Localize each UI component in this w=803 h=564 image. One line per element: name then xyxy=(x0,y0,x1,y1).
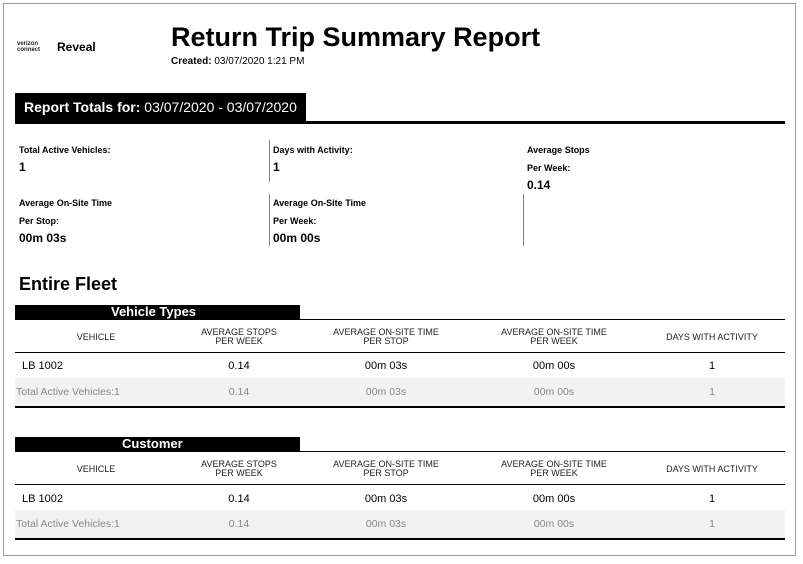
report-title: Return Trip Summary Report xyxy=(171,22,541,52)
total-cell-onsite-stop: 00m 03s xyxy=(365,518,407,530)
total-cell-avg-stops: 0.14 xyxy=(228,518,250,530)
col-header-line: PER STOP xyxy=(363,336,409,346)
stat-value: 0.14 xyxy=(527,178,551,192)
section-bar-vehicle-types xyxy=(15,305,300,319)
col-header-line: AVERAGE ON-SITE TIME xyxy=(333,459,439,469)
col-header-days: DAYS WITH ACTIVITY xyxy=(666,464,758,474)
created-value: 03/07/2020 1:21 PM xyxy=(214,56,305,67)
table-cell-onsite-week: 00m 00s xyxy=(532,360,576,372)
col-header-line: PER STOP xyxy=(363,468,409,478)
stat-label-line2: Per Week: xyxy=(273,216,317,226)
col-header-line: AVERAGE STOPS xyxy=(201,327,277,337)
col-header-onsite-week xyxy=(488,460,620,478)
totals-rule xyxy=(15,121,785,124)
totals-range: 03/07/2020 - 03/07/2020 xyxy=(144,99,297,115)
section-end-rule xyxy=(15,538,785,540)
total-cell-vehicle: Total Active Vehicles:1 xyxy=(16,518,120,530)
section-title: Customer xyxy=(122,436,183,451)
stat-divider xyxy=(523,194,524,246)
stat-label-line2: Per Stop: xyxy=(19,216,60,226)
table-cell-days: 1 xyxy=(708,493,716,505)
stat-label: Average On-Site Time xyxy=(19,198,113,208)
table-cell-onsite-stop: 00m 03s xyxy=(364,493,408,505)
col-header-line: PER WEEK xyxy=(530,336,578,346)
col-header-avg-stops xyxy=(178,328,300,346)
total-cell-days: 1 xyxy=(709,386,715,398)
table-cell-avg-stops: 0.14 xyxy=(228,360,250,372)
header-rule xyxy=(15,484,785,485)
logo-product: Reveal xyxy=(57,40,96,54)
col-header-onsite-week xyxy=(488,328,620,346)
section-rule xyxy=(15,319,785,320)
stat-label: Total Active Vehicles: xyxy=(19,145,111,155)
table-cell-vehicle: LB 1002 xyxy=(22,360,63,372)
table-cell-onsite-week: 00m 00s xyxy=(532,493,576,505)
section-bar-customer xyxy=(15,437,300,451)
total-cell-days: 1 xyxy=(709,518,715,530)
header-rule xyxy=(15,352,785,353)
section-title: Vehicle Types xyxy=(111,304,197,319)
section-end-rule xyxy=(15,406,785,408)
company-logo xyxy=(17,40,96,54)
col-header-days: DAYS WITH ACTIVITY xyxy=(666,332,758,342)
stat-label-line2: Per Week: xyxy=(527,163,571,173)
created-label: Created: xyxy=(171,56,212,67)
stat-divider xyxy=(269,140,270,182)
stat-label: Days with Activity: xyxy=(273,145,353,155)
total-cell-onsite-week: 00m 00s xyxy=(533,386,575,398)
col-header-line: PER WEEK xyxy=(530,468,578,478)
stat-value: 1 xyxy=(19,160,26,174)
logo-brand-line1: verizon xyxy=(17,41,39,47)
col-header-avg-stops xyxy=(178,460,300,478)
verizon-connect-mark xyxy=(17,41,51,53)
stat-value: 00m 03s xyxy=(19,231,67,245)
col-header-line: AVERAGE ON-SITE TIME xyxy=(501,327,607,337)
totals-label: Report Totals for: xyxy=(24,99,141,115)
total-cell-avg-stops: 0.14 xyxy=(228,386,250,398)
total-cell-onsite-stop: 00m 03s xyxy=(365,386,407,398)
col-header-line: PER WEEK xyxy=(215,336,263,346)
col-header-onsite-stop xyxy=(320,328,452,346)
section-rule xyxy=(15,451,785,452)
col-header-line: AVERAGE ON-SITE TIME xyxy=(333,327,439,337)
stat-label: Average On-Site Time xyxy=(273,198,367,208)
stat-divider xyxy=(269,194,270,246)
logo-brand-line2: connect xyxy=(17,47,41,53)
table-cell-vehicle: LB 1002 xyxy=(22,493,63,505)
table-cell-days: 1 xyxy=(708,360,716,372)
col-header-line: PER WEEK xyxy=(215,468,263,478)
col-header-vehicle: VEHICLE xyxy=(76,464,116,474)
stat-label: Average Stops xyxy=(527,145,590,155)
col-header-onsite-stop xyxy=(320,460,452,478)
table-cell-onsite-stop: 00m 03s xyxy=(364,360,408,372)
entire-fleet-heading: Entire Fleet xyxy=(19,274,118,294)
total-cell-vehicle: Total Active Vehicles:1 xyxy=(16,386,120,398)
report-totals-bar xyxy=(15,93,306,122)
table-cell-avg-stops: 0.14 xyxy=(228,493,250,505)
col-header-line: AVERAGE STOPS xyxy=(201,459,277,469)
created-line xyxy=(171,56,304,67)
stat-value: 00m 00s xyxy=(273,231,321,245)
stat-value: 1 xyxy=(273,160,280,174)
col-header-vehicle: VEHICLE xyxy=(76,332,116,342)
total-cell-onsite-week: 00m 00s xyxy=(533,518,575,530)
col-header-line: AVERAGE ON-SITE TIME xyxy=(501,459,607,469)
